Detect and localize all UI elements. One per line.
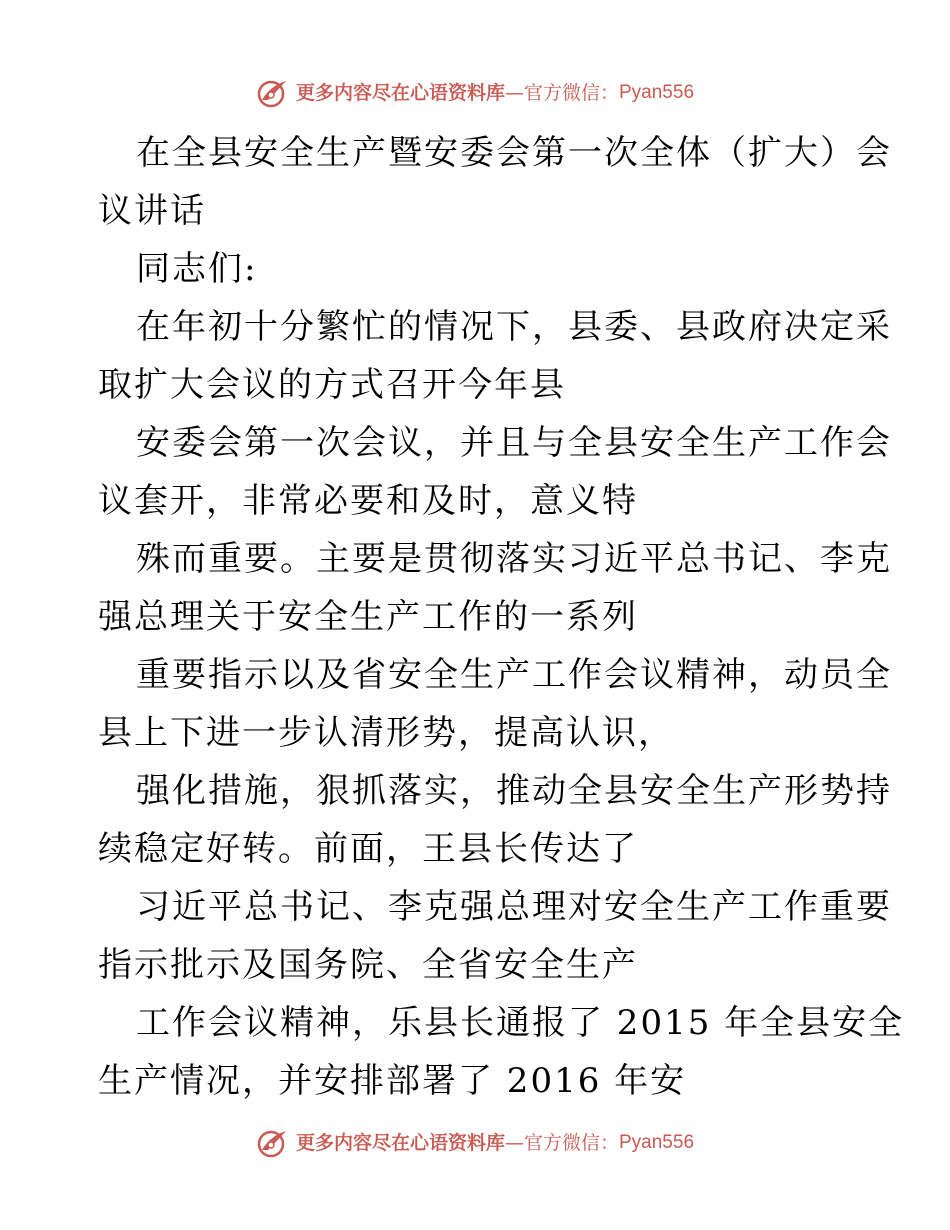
text-line: 在年初十分繁忙的情况下，县委、县政府决定采 (136, 307, 892, 347)
title-line-1: 在全县安全生产暨安委会第一次全体（扩大）会 (136, 133, 892, 173)
text-line: 议套开，非常必要和及时，意义特 (98, 481, 638, 521)
watermark-sep: —官方微信： (504, 1132, 619, 1154)
document-body (98, 124, 905, 1110)
watermark-sep: —官方微信： (504, 82, 619, 104)
text-line: 习近平总书记、李克强总理对安全生产工作重要 (136, 887, 892, 927)
watermark-wechat: Pyan556 (619, 82, 695, 103)
text-line: 强化措施，狠抓落实，推动全县安全生产形势持 (136, 771, 892, 811)
text-line: 安委会第一次会议，并且与全县安全生产工作会 (136, 423, 892, 463)
text-line: 县上下进一步认清形势，提高认识， (98, 713, 674, 753)
text-line: 续稳定好转。前面，王县长传达了 (98, 829, 638, 869)
watermark-site: 更多内容尽在心语资料库 (295, 82, 505, 104)
watermark-site: 更多内容尽在心语资料库 (295, 1132, 505, 1154)
salutation: 同志们: (136, 249, 258, 289)
watermark-wechat: Pyan556 (619, 1132, 695, 1153)
text-line: 重要指示以及省安全生产工作会议精神，动员全 (136, 655, 892, 695)
text-line: 工作会议精神，乐县长通报了 2015 年全县安全 (136, 1003, 905, 1043)
watermark-footer (0, 1128, 950, 1158)
text-line: 殊而重要。主要是贯彻落实习近平总书记、李克 (136, 539, 892, 579)
text-line: 取扩大会议的方式召开今年县 (98, 365, 566, 405)
text-line: 强总理关于安全生产工作的一系列 (98, 597, 638, 637)
text-line: 生产情况，并安排部署了 2016 年安 (98, 1061, 687, 1101)
title-line-2: 议讲话 (98, 191, 206, 231)
text-line: 指示批示及国务院、全省安全生产 (98, 945, 638, 985)
watermark-header (0, 78, 950, 108)
quill-logo-icon (256, 78, 290, 108)
quill-logo-icon (256, 1128, 290, 1158)
